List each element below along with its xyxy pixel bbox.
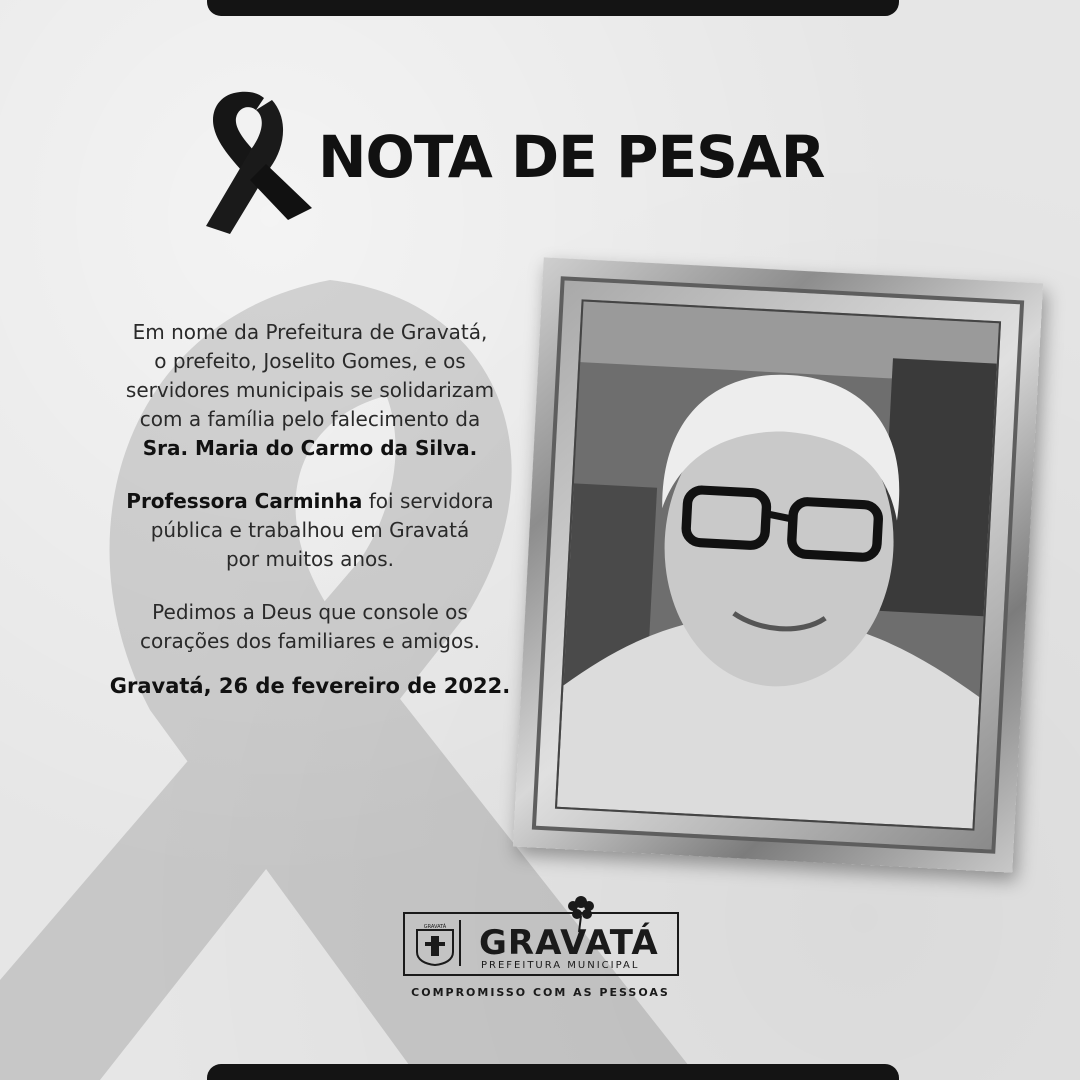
- message-line: com a família pelo falecimento da: [139, 407, 481, 431]
- picture-frame: [513, 257, 1043, 872]
- municipal-logo: [403, 890, 678, 1000]
- seal-text: GRAVATÁ: [423, 924, 447, 930]
- nickname: Professora Carminha: [126, 489, 363, 513]
- message-line: o prefeito, Joselito Gomes, e os: [154, 349, 466, 373]
- frame-molding: [532, 276, 1024, 854]
- date-line: Gravatá, 26 de fevereiro de 2022.: [109, 674, 511, 698]
- municipal-seal-icon: [411, 920, 461, 966]
- message-line: servidores municipais se solidarizam: [125, 378, 495, 402]
- deceased-name: Sra. Maria do Carmo da Silva.: [142, 436, 478, 460]
- message-line: por muitos anos.: [225, 547, 395, 571]
- mourning-ribbon-icon: [196, 88, 316, 238]
- logo-name: GRAVATÁ: [479, 923, 659, 963]
- logo-subtitle: PREFEITURA MUNICIPAL: [481, 960, 640, 971]
- message-text: foi servidora: [362, 489, 494, 513]
- page-title: NOTA DE PESAR: [318, 123, 825, 191]
- message-line: corações dos familiares e amigos.: [140, 629, 480, 653]
- portrait-illustration: [557, 301, 999, 828]
- message-line: Pedimos a Deus que console os: [152, 600, 468, 624]
- top-bar: [207, 0, 899, 16]
- portrait-photo: [555, 299, 1001, 830]
- bottom-bar: [207, 1064, 899, 1080]
- message-line: pública e trabalhou em Gravatá: [150, 518, 470, 542]
- message-line: Em nome da Prefeitura de Gravatá,: [132, 320, 488, 344]
- condolence-message: [70, 318, 550, 701]
- logo-slogan: COMPROMISSO COM AS PESSOAS: [411, 986, 670, 999]
